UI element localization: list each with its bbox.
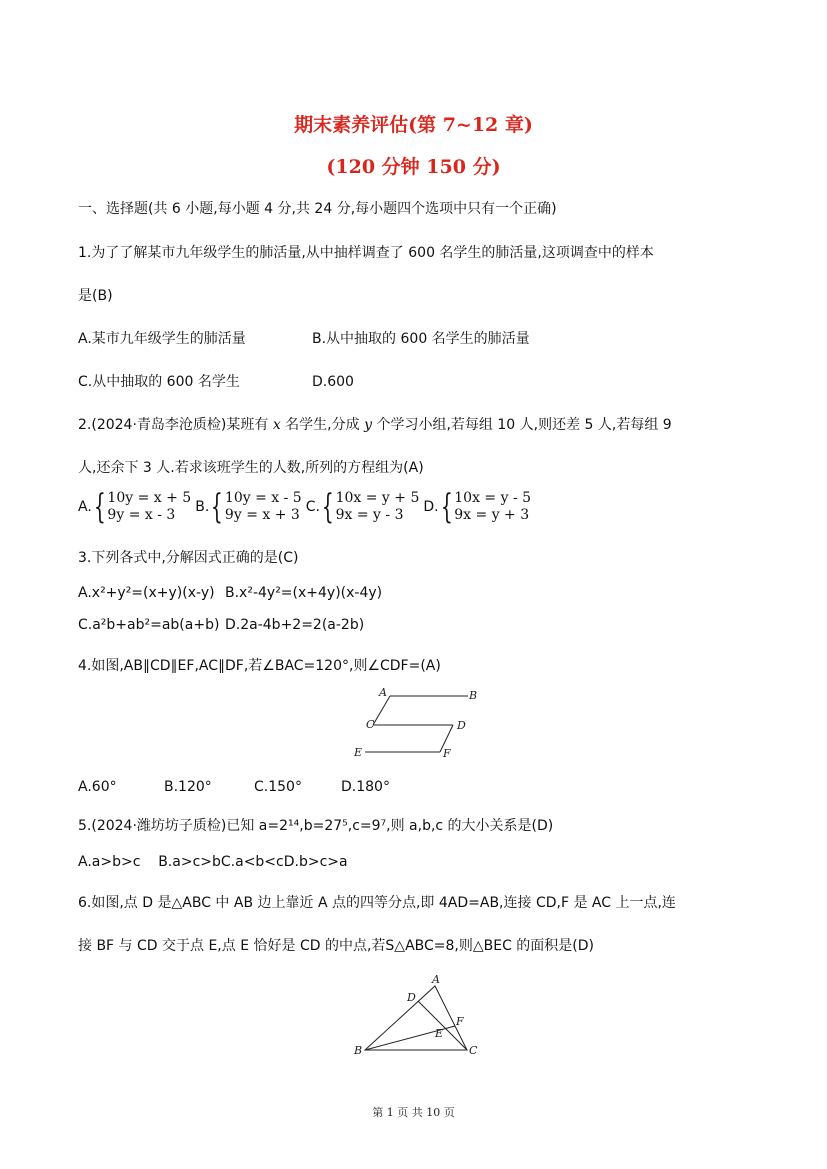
- q2-option-a-eq1: 10y = x + 5: [107, 490, 192, 506]
- question-5-options: A.a>b>c B.a>c>bC.a<b<cD.b>c>a: [78, 854, 348, 870]
- q2-text-b: 名学生,分成: [280, 417, 365, 433]
- q2-text-c: 个学习小组,若每组 10 人,则还差 5 人,若每组 9: [372, 417, 672, 433]
- question-1-stem-line1: 1.为了了解某市九年级学生的肺活量,从中抽样调查了 600 名学生的肺活量,这项调查中的样本: [78, 245, 654, 261]
- question-4-stem: 4.如图,AB∥CD∥EF,AC∥DF,若∠BAC=120°,则∠CDF=(A): [78, 658, 441, 674]
- point-label-d: D: [407, 991, 416, 1004]
- question-1-option-b: B.从中抽取的 600 名学生的肺活量: [312, 331, 530, 347]
- point-label-b: B: [354, 1044, 363, 1057]
- q2-option-c: [305, 487, 420, 527]
- question-1-stem-line2: 是(B): [78, 288, 113, 304]
- left-brace-icon: {: [93, 487, 106, 527]
- q2-var-x: x: [272, 417, 281, 433]
- q2-option-b-label: B.: [195, 499, 210, 515]
- point-label-a: A: [379, 686, 387, 699]
- question-5-stem: 5.(2024·潍坊坊子质检)已知 a=2¹⁴,b=27⁵,c=9⁷,则 a,b,c 的大小关系是(D): [78, 818, 554, 834]
- q2-option-d: [423, 487, 532, 527]
- q2-option-b: [195, 487, 302, 527]
- q2-option-a: [78, 487, 192, 527]
- point-label-d: D: [457, 719, 466, 732]
- question-3-stem: 3.下列各式中,分解因式正确的是(C): [78, 550, 299, 566]
- page-title: 期末素养评估(第 7~12 章): [294, 114, 533, 136]
- question-1-option-d: D.600: [312, 374, 354, 390]
- section-heading: 一、选择题(共 6 小题,每小题 4 分,共 24 分,每小题四个选项中只有一个正确): [78, 201, 557, 217]
- left-brace-icon: {: [321, 487, 334, 527]
- question-3-option-c: C.a²b+ab²=ab(a+b): [78, 617, 220, 633]
- question-3-option-b: B.x²-4y²=(x+4y)(x-4y): [225, 585, 383, 601]
- point-label-f: F: [456, 1015, 464, 1028]
- q2-option-b-eq1: 10y = x - 5: [224, 490, 302, 506]
- q2-option-a-label: A.: [78, 499, 92, 515]
- question-3-option-a: A.x²+y²=(x+y)(x-y): [78, 585, 215, 601]
- q2-option-b-eq2: 9y = x + 3: [224, 507, 300, 523]
- point-label-e: E: [354, 746, 363, 759]
- q2-option-c-eq2: 9x = y - 3: [335, 507, 404, 523]
- left-brace-icon: {: [211, 487, 224, 527]
- page-footer: 第 1 页 共 10 页: [372, 1106, 455, 1119]
- question-1-option-c: C.从中抽取的 600 名学生: [78, 374, 240, 390]
- page-subtitle: (120 分钟 150 分): [326, 156, 501, 178]
- left-brace-icon: {: [440, 487, 453, 527]
- question-6-stem-line1: 6.如图,点 D 是△ABC 中 AB 边上靠近 A 点的四等分点,即 4AD=AB,连接 CD,F 是 AC 上一点,连: [78, 895, 676, 911]
- question-2-stem-line1: [78, 415, 672, 435]
- q2-option-c-label: C.: [305, 499, 320, 515]
- question-4-option-b: B.120°: [164, 779, 212, 795]
- q2-text-a: 2.(2024·青岛李沧质检)某班有: [78, 417, 273, 433]
- point-label-a: A: [432, 973, 440, 986]
- point-label-b: B: [469, 689, 478, 702]
- question-4-option-a: A.60°: [78, 779, 117, 795]
- question-3-option-d: D.2a-4b+2=2(a-2b): [225, 617, 365, 633]
- question-4-figure: [340, 682, 490, 766]
- q2-option-a-eq2: 9y = x - 3: [107, 507, 176, 523]
- point-label-f: F: [443, 747, 451, 760]
- q2-option-d-label: D.: [423, 499, 439, 515]
- point-label-c: C: [469, 1044, 478, 1057]
- q2-var-y: y: [364, 417, 372, 433]
- question-6-stem-line2: 接 BF 与 CD 交于点 E,点 E 恰好是 CD 的中点,若S△ABC=8,则△BEC 的面积是(D): [78, 938, 595, 954]
- point-label-c: C: [366, 718, 375, 731]
- question-2-options: [78, 487, 535, 527]
- question-6-figure: [345, 970, 485, 1062]
- point-label-e: E: [435, 1027, 444, 1040]
- question-1-option-a: A.某市九年级学生的肺活量: [78, 331, 246, 347]
- q2-option-d-eq1: 10x = y - 5: [454, 490, 532, 506]
- q2-option-c-eq1: 10x = y + 5: [335, 490, 420, 506]
- q2-option-d-eq2: 9x = y + 3: [454, 507, 530, 523]
- question-4-option-c: C.150°: [254, 779, 302, 795]
- question-4-option-d: D.180°: [341, 779, 390, 795]
- question-2-stem-line2: 人,还余下 3 人.若求该班学生的人数,所列的方程组为(A): [78, 460, 424, 476]
